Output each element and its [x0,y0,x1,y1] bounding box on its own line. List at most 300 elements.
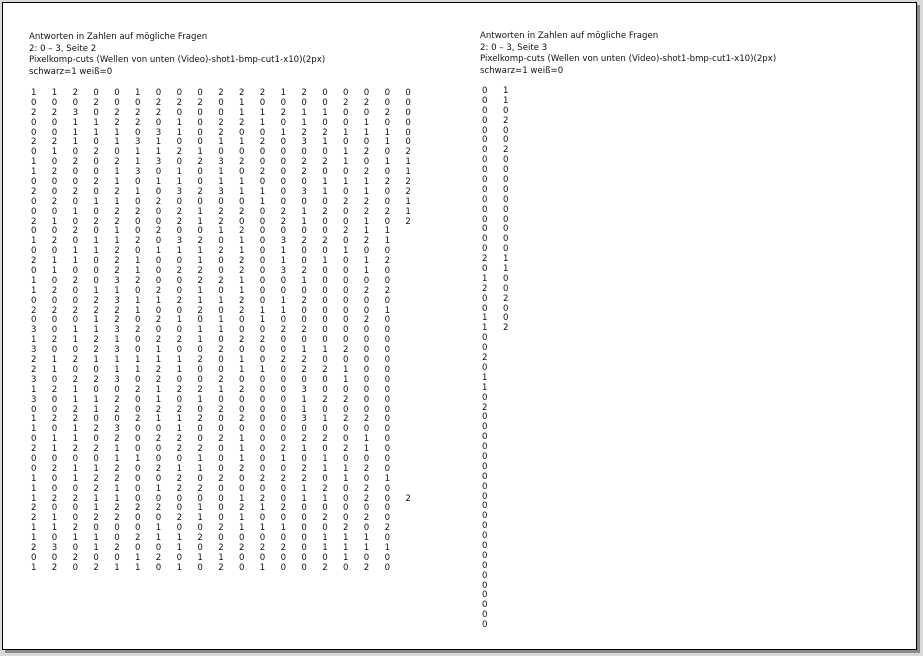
grid-cell: 0 [93,157,99,168]
grid-cell: 2 [31,364,37,375]
grid-cell: 1 [301,117,307,128]
grid-cell: 1 [72,117,79,128]
grid-cell: 1 [176,364,183,375]
grid-cell: 2 [197,305,203,316]
grid-cell: 0 [363,88,370,98]
grid-cell: 0 [280,147,287,158]
grid-cell: 2 [343,196,349,207]
grid-cell: 2 [239,335,245,346]
grid-cell: 0 [218,107,224,118]
grid-cell: 0 [482,471,488,482]
grid-cell: 0 [114,552,120,563]
grid-cell: 0 [301,552,307,563]
grid-cell: 1 [343,157,349,168]
grid-cell: 0 [218,97,224,108]
grid-cell: 1 [301,394,307,405]
grid-cell: 0 [343,384,349,395]
grid-cell: 1 [259,523,266,534]
grid-cell: 0 [72,196,79,207]
grid-cell: 0 [51,315,58,326]
grid-cell: 1 [135,157,141,168]
grid-cell: 3 [114,374,120,385]
grid-cell: 2 [51,137,58,148]
grid-cell: 1 [301,483,307,494]
grid-cell: 0 [31,453,37,464]
grid-cell: 0 [322,275,328,286]
grid-cell: 0 [322,196,328,207]
grid-cell: 0 [31,404,37,415]
grid-cell: 0 [135,473,141,484]
grid-cell: 1 [197,246,203,257]
grid-cell: 0 [218,196,224,207]
grid-cell: 0 [343,186,349,197]
grid-cell: 0 [197,562,203,573]
grid-cell: 0 [343,305,349,316]
grid-cell: 2 [155,315,162,326]
grid-cell: 0 [197,107,203,118]
grid-cell: 0 [482,392,488,403]
grid-cell: 3 [114,325,120,336]
grid-cell: 1 [51,444,58,455]
grid-cell: 0 [482,481,488,492]
grid-cell: 2 [301,236,307,247]
grid-cell: 1 [218,167,224,178]
grid-cell: 2 [280,444,287,455]
grid-cell: 0 [51,186,58,197]
grid-cell: 0 [197,177,203,188]
grid-cell: 0 [363,394,370,405]
grid-cell: 2 [197,186,203,197]
grid-cell: 0 [114,97,120,108]
grid-cell: 0 [155,513,162,524]
grid-cell: 1 [239,97,245,108]
grid-cell: 1 [72,256,79,267]
grid-cell: 0 [301,533,307,544]
grid-cell: 1 [239,364,245,375]
grid-cell: 0 [176,226,183,237]
grid-cell: 2 [218,275,224,286]
grid-cell: 0 [259,97,266,108]
grid-cell: 1 [363,177,370,188]
grid-cell: 0 [280,226,287,237]
grid-cell: 0 [197,345,203,356]
grid-cell: 2 [384,107,391,118]
grid-cell: 2 [135,414,141,425]
grid-cell: 0 [135,493,141,504]
grid-cell: 1 [51,216,58,227]
grid-cell: 2 [155,434,162,445]
grid-cell: 0 [343,513,349,524]
grid-cell: 1 [280,256,287,267]
grid-cell: 1 [384,226,391,237]
grid-cell: 1 [31,483,37,494]
grid-cell: 0 [482,115,488,126]
grid-cell: 1 [114,355,120,366]
grid-cell: 2 [114,107,120,118]
grid-cell: 2 [218,473,224,484]
grid-cell: 0 [51,533,58,544]
grid-cell: 1 [176,355,183,366]
grid-cell: 1 [322,256,328,267]
grid-cell: 0 [31,177,37,188]
grid-cell: 0 [343,137,349,148]
grid-cell: 0 [135,177,141,188]
grid-cell: 0 [176,552,183,563]
grid-cell: 0 [239,315,245,326]
grid-cell: 2 [93,444,99,455]
grid-cell: 0 [405,137,411,148]
grid-cell: 1 [72,434,79,445]
grid-cell: 2 [155,285,162,296]
grid-cell: 2 [135,206,141,217]
grid-cell: 0 [51,206,58,217]
grid-cell: 2 [72,404,79,415]
right-legend: schwarz=1 weiß=0 [480,65,564,76]
grid-cell: 0 [503,234,509,245]
grid-cell: 0 [363,295,370,306]
grid-cell: 1 [239,107,245,118]
grid-cell: 0 [155,117,162,128]
grid-cell: 2 [259,88,266,98]
grid-cell: 1 [343,147,349,158]
grid-cell: 1 [176,127,183,138]
grid-cell: 2 [343,345,349,356]
grid-cell: 0 [51,394,58,405]
grid-cell: 2 [384,285,391,296]
grid-cell: 0 [176,256,183,267]
grid-cell: 0 [343,275,349,286]
grid-cell: 1 [135,453,141,464]
grid-cell: 2 [176,434,183,445]
grid-cell: 2 [197,533,203,544]
grid-cell: 0 [503,184,509,195]
grid-cell: 1 [155,345,162,356]
grid-cell: 1 [155,355,162,366]
grid-cell: 0 [239,404,245,415]
grid-cell: 0 [482,293,488,304]
grid-cell: 0 [114,414,120,425]
grid-cell: 0 [218,513,224,524]
grid-cell: 2 [135,236,141,247]
grid-cell: 2 [218,117,224,128]
grid-cell: 2 [301,463,307,474]
grid-cell: 1 [239,275,245,286]
grid-cell: 0 [384,552,391,563]
grid-cell: 0 [93,266,99,277]
grid-cell: 0 [51,117,58,128]
grid-cell: 1 [218,137,224,148]
grid-cell: 0 [322,315,328,326]
grid-cell: 1 [259,305,266,316]
grid-cell: 0 [31,196,37,207]
grid-cell: 1 [135,364,141,375]
grid-cell: 0 [31,266,37,277]
grid-cell: 2 [280,107,287,118]
grid-cell: 0 [280,493,287,504]
grid-cell: 0 [135,97,141,108]
grid-cell: 0 [280,552,287,563]
grid-cell: 0 [363,473,370,484]
grid-cell: 3 [280,266,287,277]
grid-cell: 0 [503,273,509,284]
grid-cell: 0 [114,147,120,158]
grid-cell: 0 [482,451,488,462]
grid-cell: 1 [176,463,183,474]
grid-cell: 0 [322,88,328,98]
grid-cell: 0 [503,214,509,225]
grid-cell: 1 [72,137,79,148]
grid-cell: 0 [301,513,307,524]
grid-cell: 2 [239,305,245,316]
grid-cell: 2 [239,226,245,237]
grid-cell: 0 [482,432,488,443]
grid-cell: 0 [239,562,245,573]
grid-cell: 0 [31,147,37,158]
grid-cell: 1 [51,256,58,267]
grid-cell: 0 [135,444,141,455]
grid-cell: 2 [363,493,370,504]
grid-cell: 1 [363,186,370,197]
grid-cell: 2 [218,542,224,553]
grid-cell: 2 [384,177,391,188]
grid-cell: 1 [176,542,183,553]
grid-cell: 1 [51,266,58,277]
grid-cell: 2 [503,293,509,304]
grid-cell: 2 [155,107,162,118]
grid-cell: 2 [176,384,183,395]
grid-cell: 1 [259,196,266,207]
grid-cell: 0 [482,244,488,255]
grid-cell: 0 [259,325,266,336]
grid-cell: 0 [280,374,287,385]
grid-cell: 2 [72,226,79,237]
grid-cell: 0 [301,453,307,464]
grid-cell: 0 [135,246,141,257]
grid-cell: 0 [503,105,509,116]
grid-cell: 2 [218,562,224,573]
grid-cell: 0 [503,155,509,166]
grid-cell: 2 [51,335,58,346]
grid-cell: 0 [93,206,99,217]
grid-cell: 0 [72,177,79,188]
grid-cell: 1 [176,414,183,425]
grid-cell: 0 [322,552,328,563]
grid-cell: 1 [482,313,488,324]
grid-cell: 2 [482,353,488,364]
grid-cell: 0 [135,483,141,494]
grid-cell: 1 [51,364,58,375]
grid-cell: 2 [31,542,37,553]
grid-cell: 1 [197,453,203,464]
grid-cell: 2 [482,254,488,265]
grid-cell: 1 [114,177,120,188]
grid-cell: 1 [259,186,266,197]
grid-cell: 0 [482,560,488,571]
grid-cell: 1 [301,493,307,504]
grid-cell: 2 [384,256,391,267]
grid-cell: 1 [155,147,162,158]
grid-cell: 0 [503,175,509,186]
grid-cell: 0 [343,295,349,306]
grid-cell: 0 [176,325,183,336]
grid-cell: 2 [93,473,99,484]
grid-cell: 1 [197,325,203,336]
grid-cell: 1 [176,167,183,178]
grid-cell: 0 [363,246,370,257]
grid-cell: 0 [405,127,411,138]
grid-cell: 1 [72,394,79,405]
grid-cell: 0 [503,125,509,136]
grid-cell: 2 [31,305,37,316]
grid-cell: 0 [259,374,266,385]
grid-cell: 1 [405,157,411,168]
grid-cell: 0 [343,453,349,464]
grid-cell: 2 [405,493,411,504]
grid-cell: 0 [239,533,245,544]
grid-cell: 0 [343,355,349,366]
grid-cell: 2 [218,246,224,257]
grid-cell: 0 [197,424,203,435]
grid-cell: 0 [280,315,287,326]
grid-cell: 2 [218,523,224,534]
grid-cell: 1 [343,533,349,544]
grid-cell: 0 [482,362,488,373]
grid-cell: 0 [384,325,391,336]
grid-cell: 0 [482,175,488,186]
grid-cell: 0 [322,216,328,227]
grid-cell: 0 [322,167,328,178]
grid-cell: 0 [280,513,287,524]
grid-cell: 1 [239,177,245,188]
grid-cell: 2 [239,117,245,128]
grid-cell: 2 [239,157,245,168]
grid-cell: 0 [322,97,328,108]
grid-cell: 0 [363,364,370,375]
grid-cell: 0 [384,167,391,178]
grid-cell: 2 [363,483,370,494]
grid-cell: 0 [301,562,307,573]
grid-cell: 0 [384,513,391,524]
grid-cell: 1 [31,493,37,504]
grid-cell: 0 [259,434,266,445]
grid-cell: 2 [155,463,162,474]
grid-cell: 0 [503,135,509,146]
grid-cell: 0 [176,305,183,316]
grid-cell: 1 [31,275,37,286]
grid-cell: 0 [155,275,162,286]
grid-cell: 2 [72,552,79,563]
grid-cell: 0 [301,226,307,237]
grid-cell: 2 [218,206,224,217]
grid-cell: 1 [239,355,245,366]
grid-cell: 1 [197,256,203,267]
grid-cell: 2 [155,552,162,563]
grid-cell: 2 [135,107,141,118]
grid-cell: 0 [259,285,266,296]
grid-cell: 1 [93,285,99,296]
left-legend: schwarz=1 weiß=0 [29,66,113,77]
grid-cell: 0 [176,453,183,464]
grid-cell: 2 [93,513,99,524]
grid-cell: 0 [343,562,349,573]
grid-cell: 1 [114,196,120,207]
grid-cell: 2 [51,167,58,178]
grid-cell: 0 [301,285,307,296]
grid-cell: 0 [503,313,509,324]
grid-cell: 0 [343,315,349,326]
grid-cell: 1 [503,254,509,265]
grid-cell: 0 [482,214,488,225]
grid-cell: 1 [363,533,370,544]
grid-cell: 1 [384,127,391,138]
grid-cell: 2 [239,206,245,217]
grid-cell: 2 [114,473,120,484]
grid-cell: 2 [155,97,162,108]
grid-cell: 2 [343,394,349,405]
grid-cell: 0 [176,107,183,118]
grid-cell: 0 [301,97,307,108]
grid-cell: 0 [280,414,287,425]
grid-cell: 1 [31,523,37,534]
grid-cell: 2 [135,533,141,544]
grid-cell: 1 [176,562,183,573]
grid-cell: 0 [384,384,391,395]
grid-cell: 0 [482,184,488,195]
grid-cell: 2 [363,236,370,247]
grid-cell: 3 [114,345,120,356]
grid-cell: 1 [31,533,37,544]
grid-cell: 2 [93,345,99,356]
grid-cell: 0 [343,88,349,98]
grid-cell: 2 [176,483,183,494]
grid-cell: 2 [176,444,183,455]
grid-cell: 0 [155,256,162,267]
grid-cell: 3 [301,384,307,395]
grid-cell: 0 [280,463,287,474]
grid-cell: 0 [384,463,391,474]
grid-cell: 0 [384,493,391,504]
grid-cell: 2 [239,503,245,514]
grid-cell: 1 [155,246,162,257]
grid-cell: 0 [155,186,162,197]
grid-cell: 0 [259,394,266,405]
grid-cell: 0 [176,275,183,286]
grid-cell: 1 [482,323,488,334]
grid-cell: 3 [218,157,224,168]
grid-cell: 1 [176,533,183,544]
grid-cell: 1 [363,226,370,237]
grid-cell: 0 [51,503,58,514]
grid-cell: 1 [155,177,162,188]
grid-cell: 3 [176,236,183,247]
grid-cell: 2 [135,503,141,514]
grid-cell: 0 [218,256,224,267]
right-title: Antworten in Zahlen auf mögliche Fragen [480,31,659,41]
grid-cell: 0 [155,473,162,484]
grid-cell: 0 [135,513,141,524]
grid-cell: 0 [93,523,99,534]
grid-cell: 0 [135,434,141,445]
grid-cell: 0 [384,483,391,494]
grid-cell: 1 [301,216,307,227]
grid-cell: 0 [363,552,370,563]
grid-cell: 2 [322,562,328,573]
grid-cell: 2 [51,384,58,395]
grid-cell: 0 [72,483,79,494]
grid-cell: 2 [72,374,79,385]
grid-cell: 0 [93,186,99,197]
grid-cell: 0 [259,513,266,524]
